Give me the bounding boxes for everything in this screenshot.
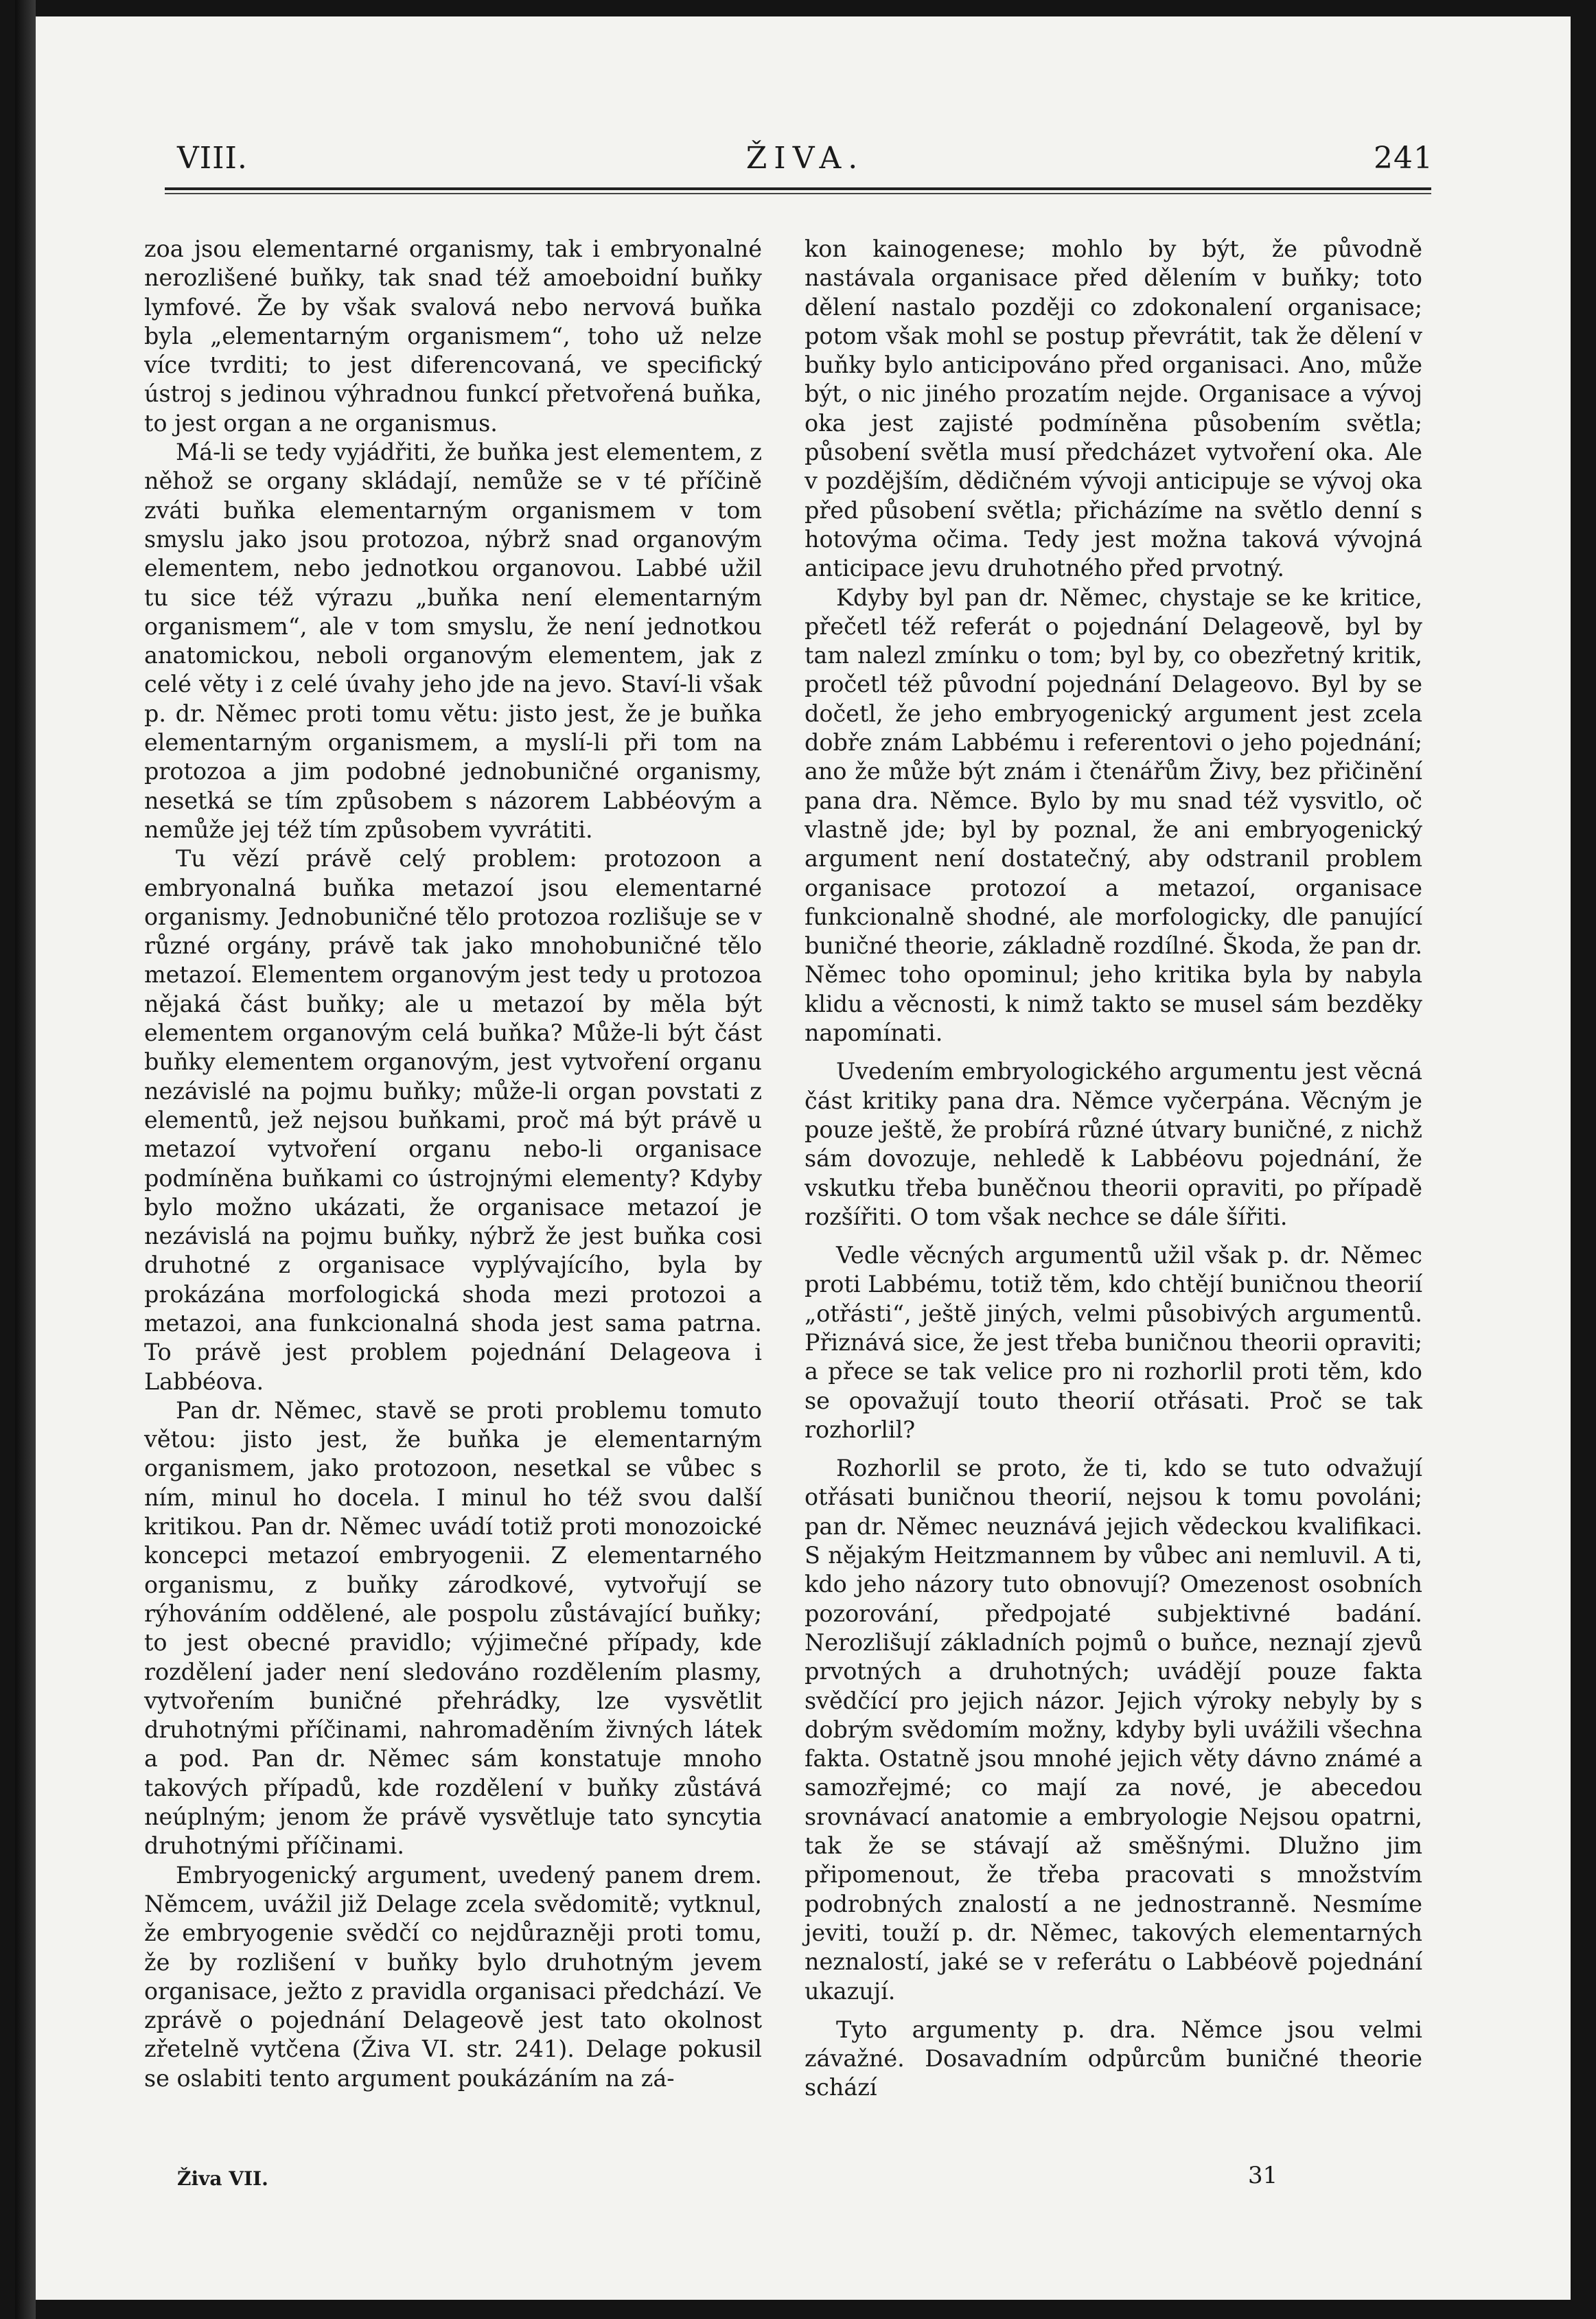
paragraph: Vedle věcných argumentů užil však p. dr. Němec proti Labbému, totiž těm, kdo chtějí buničnou theorií „otřásti“, ještě jiných, velmi působivých argumentů. Přiznává sice, že jest třeba buničnou theorii opraviti; a přece se tak velice pro ni rozhorlil proti těm, kdo se opovažují touto theorií otřásati. Proč se tak rozhorlil? [805, 1242, 1422, 1443]
right-column [805, 235, 1422, 2103]
paragraph: Pan dr. Němec, stavě se proti problemu tomuto větou: jisto jest, že buňka je elementarným organismem, jako protozoon, nesetkal se vůbec s ním, minul ho docela. I minul ho též svou další kritikou. Pan dr. Němec uvádí totiž proti monozoické koncepci metazoí embryogenii. Z elementarného organismu, z buňky zárodkové, vytvořují se rýhováním oddělené, ale pospolu zůstávající buňky; to jest obecné pravidlo; výjimečné případy, kde rozdělení jader není sledováno rozdělením plasmy, vytvořením buničné přehrádky, lze vysvětlit druhotnými příčinami, nahromaděním živných látek a pod. Pan dr. Němec sám konstatuje mnoho takových případů, kde rozdělení v buňky zůstává neúplným; jenom že právě vysvětluje tato syncytia druhotnými příčinami. [144, 1396, 762, 1860]
paragraph: Rozhorlil se proto, že ti, kdo se tuto odvažují otřásati buničnou theorií, nejsou k tomu povoláni; pan dr. Němec neuznává jejich vědeckou kvalifikaci. S nějakým Heitzmannem by vůbec ani nemluvil. A ti, kdo jeho názory tuto obnovují? Omezenost osobních pozorování, předpojaté subjektivné badání. Nerozlišují základních pojmů o buňce, neznají zjevů prvotných a druhotných; uvádějí pouze fakta svědčící pro jejich názor. Jejich výroky nebyly by s dobrým svědomím možny, kdyby byli uvážili všechna fakta. Ostatně jsou mnohé jejich věty dávno známé a samozřejmé; co mají za nové, je abecedou srovnávací anatomie a embryologie Nejsou opatrni, tak že se stávají až směšnými. Dlužno jim připomenout, že třeba pracovati s množstvím podrobných znalostí a ne jednostranně. Nesmíme jeviti, touží p. dr. Němec, takových elementarných neznalostí, jaké se v referátu o Labbéově pojednání ukazují. [805, 1455, 1422, 2005]
journal-title: ŽIVA. [745, 141, 865, 176]
volume-number: VIII. [177, 141, 248, 176]
paragraph: Tyto argumenty p. dra. Němce jsou velmi závažné. Dosavadním odpůrcům buničné theorie schází [805, 2016, 1422, 2101]
page-number: 241 [1374, 141, 1433, 176]
paragraph: kon kainogenese; mohlo by být, že původně nastávala organisace před dělením v buňky; toto dělení nastalo později co zdokonalení organisace; potom však mohl se postup převrátit, tak že dělení v buňky bylo anticipováno před organisaci. Ano, může být, o nic jiného prozatím nejde. Organisace a vývoj oka jest zajisté podmíněna působením světla; působení světla musí předcházet vytvoření oka. Ale v pozdějším, dědičném vývoji anticipuje se vývoj oka před působení světla; přicházíme na světlo denní s hotovýma očima. Tedy jest možna taková vývojná anticipace jevu druhotného před prvotný. [805, 235, 1422, 582]
header-rule [165, 187, 1431, 190]
sheet-number: 31 [1248, 2162, 1278, 2189]
paragraph: zoa jsou elementarné organismy, tak i embryonalné nerozlišené buňky, tak snad též amoeboidní buňky lymfové. Že by však svalová nebo nervová buňka byla „elementarným organismem“, toho už nelze více tvrditi; to jest diferencovaná, ve specifický ústroj s jedinou výhradnou funkcí přetvořená buňka, to jest organ a ne organismus. [144, 235, 762, 437]
scan-left-edge [15, 0, 36, 2319]
paragraph: Embryogenický argument, uvedený panem drem. Němcem, uvážil již Delage zcela svědomitě; vytknul, že embryogenie svědčí co nejdůrazněji proti tomu, že by rozlišení v buňky bylo druhotným jevem organisace, ježto z pravidla organisaci předchází. Ve zprávě o pojednání Delageově jest tato okolnost zřetelně vytčena (Živa VI. str. 241). Delage pokusil se oslabiti tento argument poukázáním na zá- [144, 1861, 762, 2092]
running-header [177, 141, 1433, 182]
header-rule-thin [165, 193, 1431, 194]
paragraph: Kdyby byl pan dr. Němec, chystaje se ke kritice, přečetl též referát o pojednání Delageově, byl by tam nalezl zmínku o tom; byl by, co obezřetný kritik, pročetl též původní pojednání Delageovo. Byl by se dočetl, že jeho embryogenický argument jest zcela dobře znám Labbému i referentovi o jeho pojednání; ano že může být znám i čtenářům Živy, bez přičinění pana dra. Němce. Bylo by mu snad též vysvitlo, oč vlastně jde; byl by poznal, že ani embryogenický argument není dostatečný, aby odstranil problem organisace protozoí a metazoí, organisace funkcionalně shodné, ale morfologicky, dle panující buničné theorie, základně rozdílné. Škoda, že pan dr. Němec toho opominul; jeho kritika byla by nabyla klidu a věcnosti, k nimž takto se musel sám bezděky napomínati. [805, 584, 1422, 1047]
signature-mark: Živa VII. [177, 2167, 268, 2190]
paragraph: Tu vězí právě celý problem: protozoon a embryonalná buňka metazoí jsou elementarné organismy. Jednobuničné tělo protozoa rozlišuje se v různé orgány, právě tak jako mnohobuničné tělo metazoí. Elementem organovým jest tedy u protozoa nějaká část buňky; ale u metazoí by měla být elementem organovým celá buňka? Může-li být část buňky elementem organovým, jest vytvoření organu nezávislé na pojmu buňky; může-li organ povstati z elementů, jež nejsou buňkami, proč má být právě u metazoí vytvoření organu nebo-li organisace podmíněna buňkami co ústrojnými elementy? Kdyby bylo možno ukázati, že organisace metazoí je nezávislá na pojmu buňky, nýbrž že jest buňka cosi druhotné z organisace vyplývajícího, byla by prokázána morfologická shoda mezi protozoi a metazoi, ana funkcionalná shoda jest sama patrna. To právě jest problem pojednání Delageova i Labbéova. [144, 845, 762, 1395]
left-column [144, 235, 762, 2093]
paragraph: Má-li se tedy vyjádřiti, že buňka jest elementem, z něhož se organy skládají, nemůže se v té příčině zváti buňka elementarným organismem v tom smyslu jako jsou protozoa, nýbrž snad organovým elementem, nebo jednotkou organovou. Labbé užil tu sice též výrazu „buňka není elementarným organismem“, ale v tom smyslu, že není jednotkou anatomickou, neboli organovým elementem, jak z celé věty i z celé úvahy jeho jde na jevo. Staví-li však p. dr. Němec proti tomu větu: jisto jest, že je buňka elementarným organismem, a myslí-li při tom na protozoa a jim podobné jednobuničné organismy, nesetká se tím způsobem s názorem Labbéovým a nemůže jej též tím způsobem vyvrátiti. [144, 439, 762, 843]
paragraph: Uvedením embryologického argumentu jest věcná část kritiky pana dra. Němce vyčerpána. Věcným je pouze ještě, že probírá různé útvary buničné, z nichž sám dovozuje, nehledě k Labbéovu pojednání, že vskutku třeba buněčnou theorii opraviti, po případě rozšířiti. O tom však nechce se dále šířiti. [805, 1058, 1422, 1230]
